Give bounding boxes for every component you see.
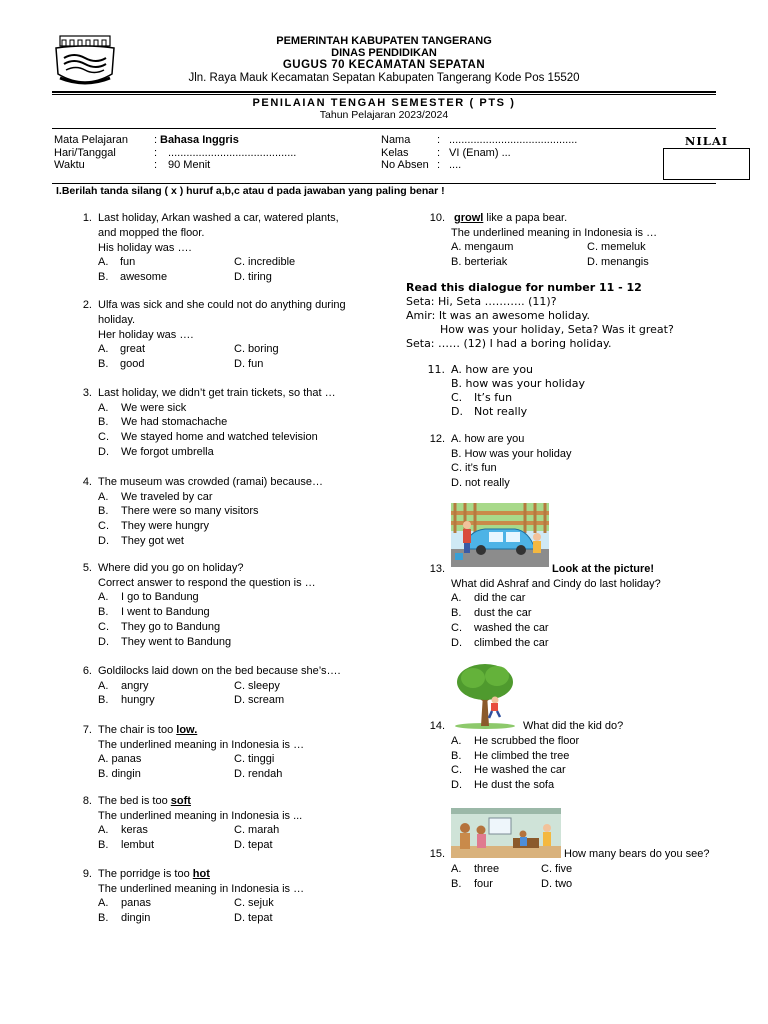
option-d-text: climbed the car bbox=[474, 637, 549, 649]
option-d-text: Not really bbox=[474, 405, 528, 418]
option-b-text: good bbox=[120, 358, 145, 370]
question-text: The porridge is too bbox=[98, 868, 193, 880]
time-label: Waktu bbox=[54, 159, 85, 171]
header-department: DINAS PENDIDIKAN bbox=[331, 47, 437, 59]
option-d[interactable]: D. tiring bbox=[234, 271, 272, 283]
question-number: 1. bbox=[82, 212, 92, 224]
option-c-text: They were hungry bbox=[121, 520, 210, 532]
dialogue-line: Seta: …… (12) I had a boring holiday. bbox=[406, 337, 612, 350]
exam-title: PENILAIAN TENGAH SEMESTER ( PTS ) bbox=[252, 97, 516, 109]
section-rule bbox=[52, 128, 716, 129]
option-b-text: lembut bbox=[121, 839, 155, 851]
class-value: VI (Enam) ... bbox=[449, 146, 511, 159]
question-number: 15. bbox=[429, 848, 445, 860]
underlined-word: soft bbox=[170, 795, 191, 807]
bears-picture bbox=[451, 808, 561, 858]
option-c[interactable]: C. five bbox=[541, 863, 573, 875]
question-text: The underlined meaning in Indonesia is … bbox=[98, 883, 305, 895]
question-number: 9. bbox=[82, 868, 92, 880]
question-text: Where did you go on holiday? bbox=[98, 562, 244, 574]
option-c[interactable]: C. incredible bbox=[234, 256, 296, 268]
option-b[interactable]: B. bbox=[98, 839, 109, 851]
car-washing-picture bbox=[451, 503, 549, 567]
question-number: 7. bbox=[82, 724, 92, 736]
question-number: 3. bbox=[82, 387, 92, 399]
option-d[interactable]: D. bbox=[451, 637, 462, 649]
option-d[interactable]: D. bbox=[451, 405, 463, 418]
question-prompt: Look at the picture! bbox=[552, 563, 655, 575]
option-d[interactable]: D. bbox=[98, 446, 109, 458]
question-text: holiday. bbox=[98, 314, 136, 326]
question-text: Her holiday was …. bbox=[98, 329, 194, 341]
option-b-text: awesome bbox=[120, 271, 168, 283]
option-a-text: I go to Bandung bbox=[121, 591, 199, 603]
underlined-word: low. bbox=[176, 724, 198, 736]
option-b-text: He climbed the tree bbox=[474, 750, 570, 762]
option-c[interactable]: C. bbox=[98, 621, 109, 633]
option-c[interactable]: C. bbox=[451, 391, 463, 404]
option-c[interactable]: C. bbox=[98, 520, 109, 532]
option-d[interactable]: D. bbox=[451, 779, 462, 791]
option-b[interactable]: B. bbox=[98, 912, 109, 924]
dialogue-title: Read this dialogue for number 11 - 12 bbox=[406, 281, 642, 294]
option-a-text: We traveled by car bbox=[121, 491, 213, 503]
date-value: .......................................... bbox=[168, 146, 297, 159]
option-d-text: He dust the sofa bbox=[474, 779, 555, 791]
option-b[interactable]: B. bbox=[98, 606, 109, 618]
option-c[interactable]: C. marah bbox=[234, 824, 280, 836]
option-c-text: He washed the car bbox=[474, 764, 566, 776]
question-text: What did Ashraf and Cindy do last holiday? bbox=[451, 578, 661, 590]
option-a[interactable]: A. how are you bbox=[451, 433, 525, 445]
option-a-text: He scrubbed the floor bbox=[474, 735, 580, 747]
option-a[interactable]: A. bbox=[98, 491, 109, 503]
name-value: .......................................... bbox=[449, 134, 578, 146]
question-prompt: How many bears do you see? bbox=[564, 848, 710, 860]
option-a[interactable]: A. bbox=[98, 591, 109, 603]
option-a[interactable]: A. bbox=[98, 897, 109, 909]
underlined-word: hot bbox=[192, 868, 210, 880]
option-d[interactable]: D. rendah bbox=[234, 768, 283, 780]
header-address: Jln. Raya Mauk Kecamatan Sepatan Kabupaten Tangerang Kode Pos 15520 bbox=[188, 72, 580, 84]
dialogue-line: Seta: Hi, Seta ……….. (11)? bbox=[406, 295, 557, 308]
option-a[interactable]: A. bbox=[451, 592, 462, 604]
option-c[interactable]: C. sejuk bbox=[234, 897, 274, 909]
option-b[interactable]: B. How was your holiday bbox=[451, 448, 572, 460]
option-c[interactable]: C. bbox=[98, 431, 109, 443]
option-b[interactable]: B. bbox=[98, 694, 109, 706]
separator: : bbox=[154, 146, 158, 159]
option-a[interactable]: A. bbox=[451, 735, 462, 747]
option-a[interactable]: A. bbox=[98, 402, 109, 414]
option-d-text: We forgot umbrella bbox=[121, 446, 214, 458]
subject-label: Mata Pelajaran bbox=[54, 134, 128, 146]
instruction: I.Berilah tanda silang ( x ) huruf a,b,c atau d pada jawaban yang paling benar ! bbox=[56, 185, 445, 197]
question-number: 10. bbox=[429, 212, 445, 224]
class-label: Kelas bbox=[381, 146, 409, 159]
separator: : bbox=[154, 134, 158, 146]
question-number: 4. bbox=[82, 476, 92, 488]
question-text: The museum was crowded (ramai) because… bbox=[98, 476, 323, 488]
dialogue-line: Amir: It was an awesome holiday. bbox=[406, 309, 590, 322]
question-text: and mopped the floor. bbox=[98, 227, 205, 239]
option-d[interactable]: D. tepat bbox=[234, 912, 273, 924]
option-b-text: dingin bbox=[121, 912, 151, 924]
question-text: The bed is too bbox=[98, 795, 171, 807]
option-b[interactable]: B. bbox=[451, 607, 462, 619]
option-c-text: It’s fun bbox=[474, 391, 513, 404]
question-number: 6. bbox=[82, 665, 92, 677]
option-a-text: did the car bbox=[474, 592, 526, 604]
option-d[interactable]: D. fun bbox=[234, 358, 264, 370]
question-text: The underlined meaning in Indonesia is … bbox=[98, 739, 305, 751]
question-number: 5. bbox=[82, 562, 92, 574]
option-a[interactable]: A. bbox=[98, 680, 109, 692]
date-label: Hari/Tanggal bbox=[54, 146, 116, 159]
option-b-text: There were so many visitors bbox=[121, 505, 259, 517]
score-label: NILAI bbox=[684, 134, 729, 148]
option-d[interactable]: D. two bbox=[541, 878, 573, 890]
option-b-text: hungry bbox=[121, 694, 155, 706]
option-a[interactable]: A. mengaum bbox=[451, 241, 514, 253]
option-d[interactable]: D. bbox=[98, 636, 109, 648]
option-b[interactable]: B. bbox=[98, 271, 109, 283]
question-number: 11. bbox=[427, 363, 445, 376]
question-text: The underlined meaning in Indonesia is ... bbox=[98, 810, 303, 822]
header-government: PEMERINTAH KABUPATEN TANGERANG bbox=[276, 35, 492, 47]
option-a[interactable]: A. bbox=[98, 256, 109, 268]
header-rule bbox=[52, 91, 716, 93]
option-a-text: great bbox=[120, 343, 146, 355]
option-b[interactable]: B. berteriak bbox=[451, 256, 508, 268]
time-value: 90 Menit bbox=[168, 159, 211, 171]
option-b[interactable]: B. bbox=[451, 878, 462, 890]
option-b[interactable]: B. bbox=[451, 750, 462, 762]
option-d-text: They went to Bandung bbox=[121, 636, 232, 648]
separator: : bbox=[154, 159, 158, 171]
option-a-text: angry bbox=[121, 680, 149, 692]
option-a-text: panas bbox=[121, 897, 151, 909]
question-prompt: What did the kid do? bbox=[523, 720, 624, 732]
option-a-text: We were sick bbox=[121, 402, 187, 414]
dialogue-line: How was your holiday, Seta? Was it great? bbox=[440, 323, 674, 336]
option-a[interactable]: A. bbox=[98, 824, 109, 836]
option-d[interactable]: D. bbox=[98, 535, 109, 547]
question-number: 2. bbox=[82, 299, 92, 311]
absence-number-value: .... bbox=[449, 159, 462, 171]
question-number: 12. bbox=[429, 433, 445, 445]
option-a-text: fun bbox=[120, 256, 136, 268]
option-c[interactable]: C. bbox=[451, 622, 462, 634]
option-b[interactable]: B. bbox=[98, 358, 109, 370]
option-a-text: three bbox=[474, 863, 500, 875]
question-text: Correct answer to respond the question is … bbox=[98, 577, 316, 589]
question-text: Goldilocks laid down on the bed because she’s…. bbox=[98, 665, 341, 677]
separator: : bbox=[437, 146, 441, 159]
option-b[interactable]: B. bbox=[98, 416, 109, 428]
option-b-text: four bbox=[474, 878, 493, 890]
option-a[interactable]: A. bbox=[98, 343, 109, 355]
option-d[interactable]: D. scream bbox=[234, 694, 285, 706]
question-text: Ulfa was sick and she could not do anything during bbox=[98, 299, 346, 311]
question-text: His holiday was …. bbox=[98, 242, 192, 254]
option-d[interactable]: D. not really bbox=[451, 477, 510, 489]
info-rule bbox=[52, 183, 716, 184]
option-b-text: We had stomachache bbox=[121, 416, 228, 428]
option-c-text: washed the car bbox=[474, 622, 549, 634]
option-c[interactable]: C. tinggi bbox=[234, 753, 275, 765]
header-cluster: GUGUS 70 KECAMATAN SEPATAN bbox=[282, 59, 486, 71]
option-b-text: dust the car bbox=[474, 607, 532, 619]
option-d[interactable]: D. menangis bbox=[587, 256, 649, 268]
separator: : bbox=[437, 159, 441, 171]
option-c[interactable]: C. memeluk bbox=[587, 241, 646, 253]
header-rule-thin bbox=[52, 94, 716, 95]
option-c-text: They go to Bandung bbox=[121, 621, 221, 633]
student-info-left bbox=[54, 134, 296, 172]
question-number: 14. bbox=[429, 720, 445, 732]
question-number: 8. bbox=[82, 795, 92, 807]
question-text: Last holiday, Arkan washed a car, watered plants, bbox=[98, 212, 339, 224]
option-c[interactable]: C. it’s fun bbox=[451, 462, 497, 474]
option-b-text: I went to Bandung bbox=[121, 606, 210, 618]
option-c[interactable]: C. bbox=[451, 764, 462, 776]
question-text: The underlined meaning in Indonesia is … bbox=[451, 227, 658, 239]
option-d-text: They got wet bbox=[121, 535, 184, 547]
option-b[interactable]: B. how was your holiday bbox=[451, 377, 585, 390]
option-b[interactable]: B. bbox=[98, 505, 109, 517]
subject-value: Bahasa Inggris bbox=[160, 134, 239, 146]
academic-year: Tahun Pelajaran 2023/2024 bbox=[319, 109, 449, 121]
separator: : bbox=[437, 134, 441, 146]
option-d[interactable]: D. tepat bbox=[234, 839, 273, 851]
question-text: Last holiday, we didn’t get train tickets, so that … bbox=[98, 387, 336, 399]
question-text: The chair is too bbox=[98, 724, 177, 736]
tree-climbing-picture bbox=[451, 660, 519, 730]
score-box bbox=[663, 148, 750, 180]
option-c[interactable]: C. sleepy bbox=[234, 680, 280, 692]
option-a[interactable]: A. bbox=[451, 863, 462, 875]
question-number: 13. bbox=[429, 563, 445, 575]
option-a[interactable]: A. how are you bbox=[451, 363, 534, 376]
option-a[interactable]: A. panas bbox=[98, 753, 142, 765]
student-info-right bbox=[381, 134, 577, 172]
underlined-word: growl bbox=[454, 212, 484, 224]
absence-number-label: No Absen bbox=[381, 159, 429, 171]
question-text: like a papa bear. bbox=[483, 212, 568, 224]
option-a-text: keras bbox=[121, 824, 148, 836]
option-c-text: We stayed home and watched television bbox=[121, 431, 318, 443]
option-c[interactable]: C. boring bbox=[234, 343, 279, 355]
option-b[interactable]: B. dingin bbox=[98, 768, 141, 780]
name-label: Nama bbox=[381, 134, 411, 146]
